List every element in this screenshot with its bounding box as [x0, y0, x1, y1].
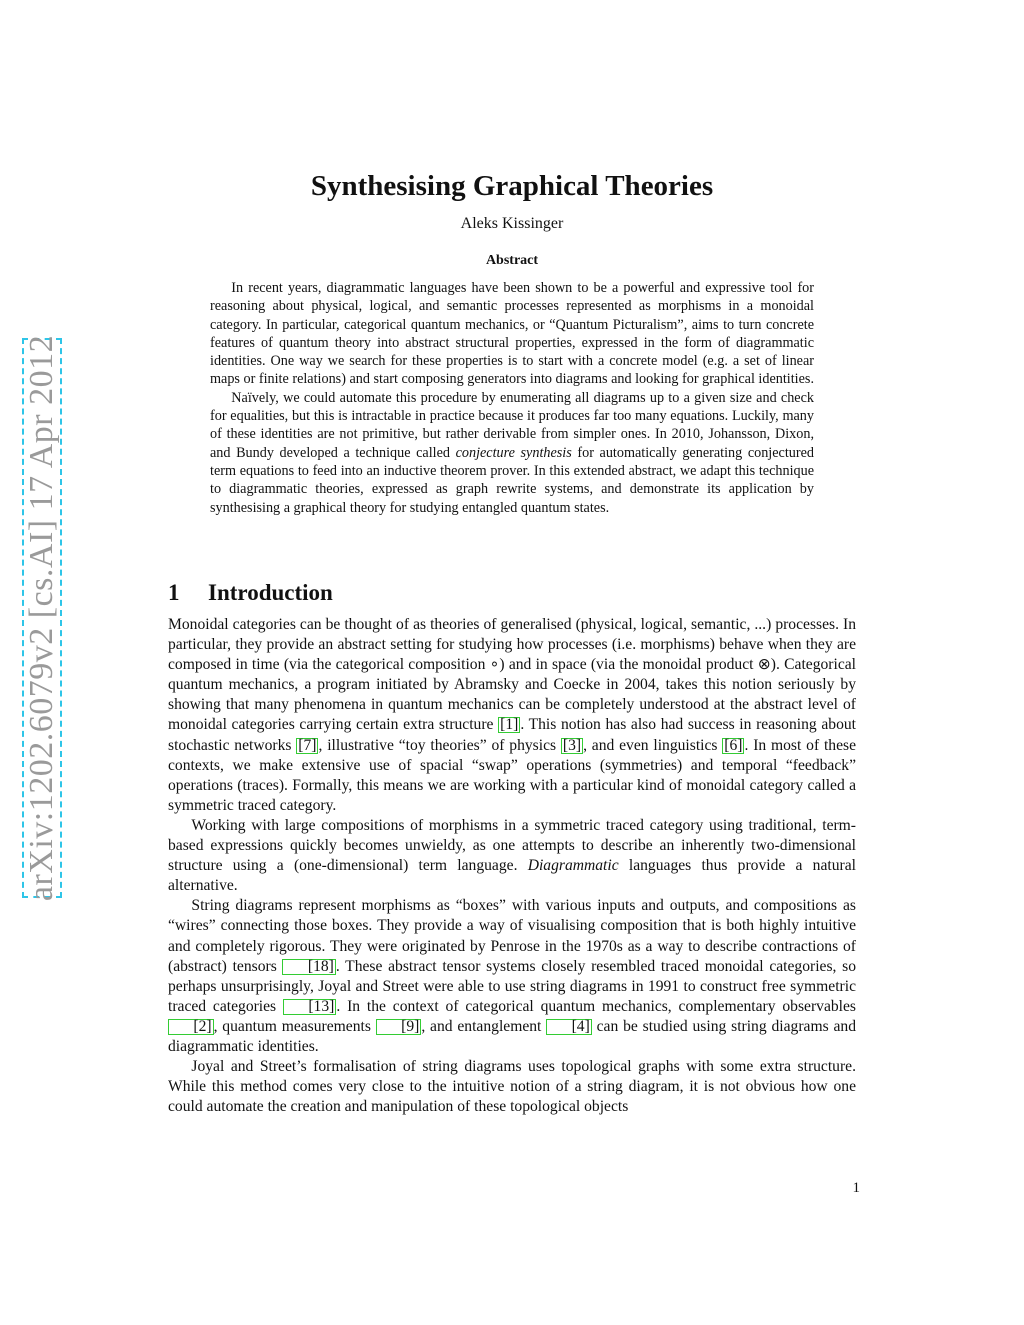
- body-paragraph-3: String diagrams represent morphisms as “boxes” with various inputs and outputs, and compositions as “wires” connecting those boxes. They provide a way of visualising composition that is both highly intuitive and completely rigorous. They were originated by Penrose in the 1970s as a way to describe contractions of (abstract) tensors [18] . These abstract tensor systems closely resembled traced monoidal categories, so perhaps unsurprisingly, Joyal and Street were able to use string diagrams in 1991 to construct free symmetric traced categories [13] . In the context of categorical quantum mechanics, complementary observables [2] , quantum measurements [9] , and entanglement [4] can be studied using string diagrams and diagrammatic identities.: [168, 897, 856, 1055]
- citation-link[interactable]: [7]: [298, 736, 317, 754]
- arxiv-identifier-stamp: [22, 334, 62, 902]
- citation-link[interactable]: [13]: [283, 999, 336, 1015]
- abstract-heading: Abstract: [485, 253, 539, 268]
- abstract-paragraph-1: In recent years, diagrammatic languages have been shown to be a powerful and expressive tool for reasoning about physical, logical, and semantic processes represented as morphisms in a monoidal category. In particular, categorical quantum mechanics, or “Quantum Picturalism”, aims to turn concrete features of quantum theory into abstract structural properties, expressed in the form of diagrammatic identities. One way we search for these properties is to start with a concrete model (e.g. a set of linear maps or finite relations) and start composing generators into diagrams and looking for graphical identities.: [210, 280, 814, 388]
- paper-author: Aleks Kissinger: [460, 215, 564, 232]
- citation-link[interactable]: [6]: [724, 736, 743, 754]
- abstract-body: [210, 279, 814, 517]
- body-paragraph-4: Joyal and Street’s formalisation of string diagrams uses topological graphs with some extra structure. While this method comes very close to the intuitive notion of a string diagram, it is not obvious how one could automate the creation and manipulation of these topological objects: [168, 1058, 856, 1116]
- section-heading: [168, 580, 333, 606]
- section-number: 1: [168, 580, 180, 605]
- section-title: Introduction: [208, 580, 333, 605]
- paper-title: Synthesising Graphical Theories: [310, 170, 714, 202]
- section-body: [168, 615, 856, 1117]
- abstract-paragraph-2: Naïvely, we could automate this procedure by enumerating all diagrams up to a given size and check for equalities, but this is intractable in practice because it produces far too many equations. Luckily, many of these identities are not primitive, but rather derivable from simpler ones. In 2010, Johansson, Dixon, and Bundy developed a technique called conjecture synthesis for automatically generating conjectured term equations to feed into an inductive theorem prover. In this extended abstract, we adapt this technique to diagrammatic theories, expressed as graph rewrite systems, and demonstrate its application by synthesising a graphical theory for studying entangled quantum states.: [210, 389, 814, 516]
- citation-link[interactable]: [9]: [376, 1019, 422, 1035]
- body-paragraph-2: Working with large compositions of morphisms in a symmetric traced category using traditional, term-based expressions quickly becomes unwieldy, as one attempts to describe an inherently two-dimensional structure using a (one-dimensional) term language. Diagrammatic languages thus provide a natural alternative.: [168, 816, 856, 895]
- arxiv-identifier-text: arXiv:1202.6079v2 [cs.AI] 17 Apr 2012: [23, 334, 61, 902]
- citation-link[interactable]: [4]: [546, 1019, 592, 1035]
- citation-link[interactable]: [1]: [500, 716, 519, 734]
- abstract-emphasis: conjecture synthesis: [455, 444, 572, 461]
- citation-link[interactable]: [2]: [168, 1019, 214, 1035]
- page-number: 1: [852, 1180, 860, 1196]
- body-paragraph-1: Monoidal categories can be thought of as theories of generalised (physical, logical, semantic, ...) processes. In particular, they provide an abstract setting for studying how processes (i.e. morphisms) behave when they are composed in time (via the categorical composition ∘) and in space (via the monoidal product ⊗). Categorical quantum mechanics, a program initiated by Abramsky and Coecke in 2004, takes this notion seriously by showing that many phenomena in quantum mechanics can be completely understood at the abstract level of monoidal categories carrying certain extra structure [1] . This notion has also had success in reasoning about stochastic networks [7] , illustrative “toy theories” of physics [3] , and even linguistics [6] . In most of these contexts, we make extensive use of spacial “swap” operations (symmetries) and temporal “feedback” operations (traces). Formally, this means we are working with a particular kind of monoidal category called a symmetric traced category.: [168, 616, 856, 814]
- citation-link[interactable]: [18]: [282, 959, 335, 975]
- body-emphasis: Diagrammatic: [527, 857, 619, 875]
- citation-link[interactable]: [3]: [562, 736, 582, 754]
